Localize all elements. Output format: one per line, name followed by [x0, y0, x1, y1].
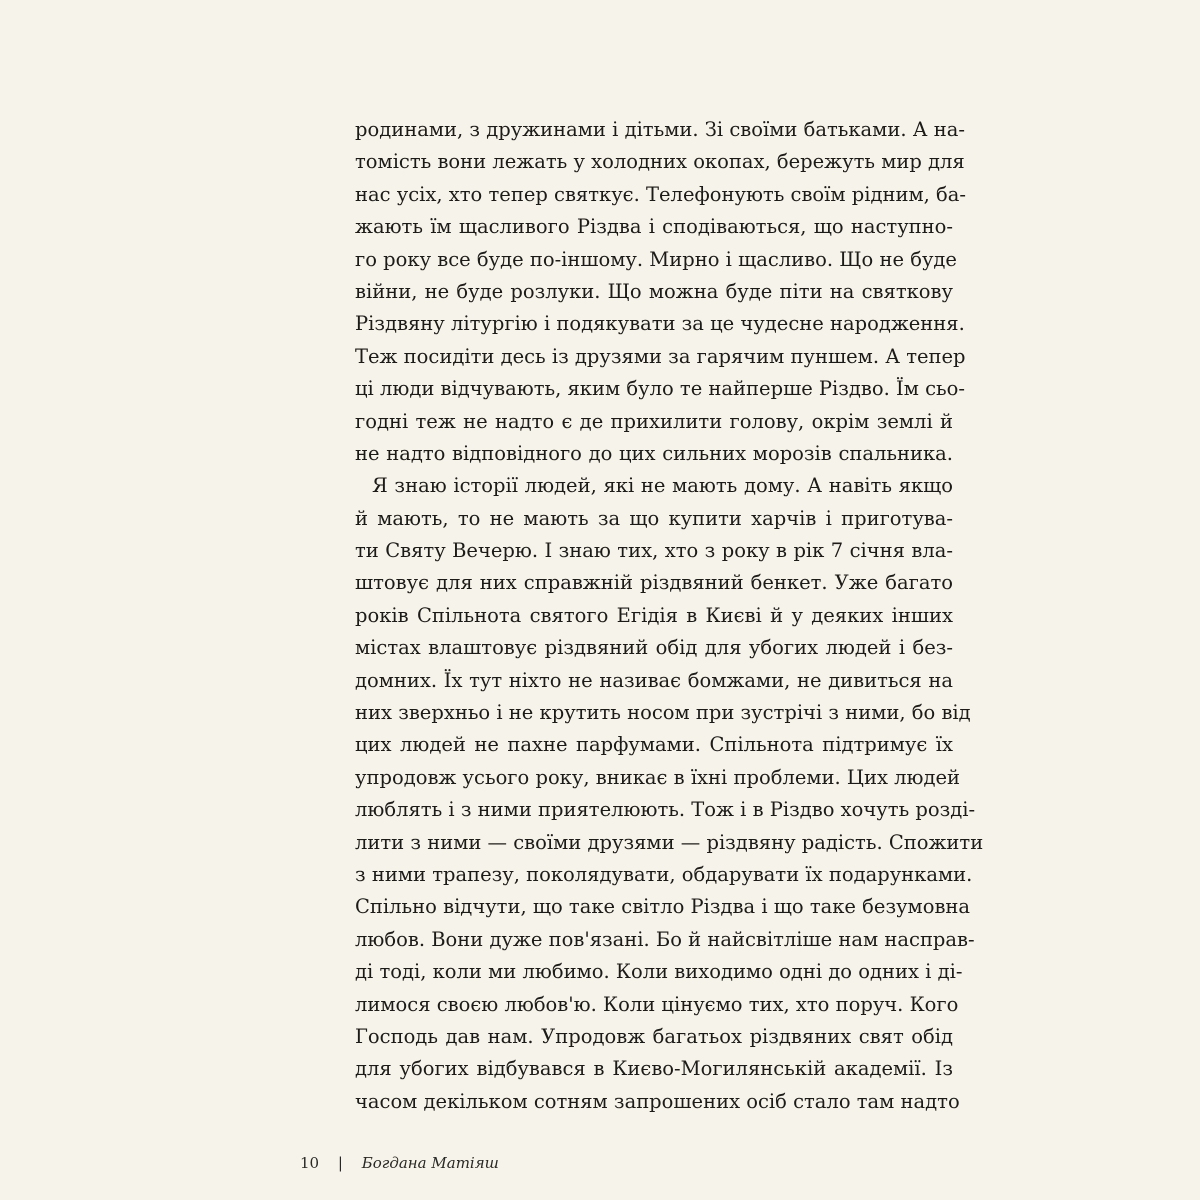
text-line: томість вони лежать у холодних окопах, бережуть мир для — [355, 150, 965, 174]
text-line: ти Святу Вечерю. І знаю тих, хто з року в рік 7 січня вла- — [355, 539, 953, 563]
text-line: ді тоді, коли ми любимо. Коли виходимо одні до одних і ді- — [355, 960, 963, 984]
text-line: не надто відповідного до цих сильних морозів спальника. — [355, 441, 953, 465]
text-line: домних. Їх тут ніхто не називає бомжами, не дивиться на — [355, 668, 953, 692]
text-line: Господь дав нам. Упродовж багатьох різдвяних свят обід — [355, 1024, 953, 1048]
text-line: нас усіх, хто тепер святкує. Телефонують своїм рідним, ба- — [355, 182, 967, 206]
text-line: з ними трапезу, поколядувати, обдарувати їх подарунками. — [355, 862, 973, 886]
footer-separator: | — [337, 1154, 343, 1172]
text-line: родинами, з дружинами і дітьми. Зі своїми батьками. А на- — [355, 118, 965, 141]
text-line: лимося своєю любов'ю. Коли цінуємо тих, хто поруч. Кого — [355, 992, 959, 1016]
text-line: часом декільком сотням запрошених осіб стало там надто — [355, 1089, 960, 1113]
page-footer — [300, 1154, 513, 1172]
text-line: й мають, то не мають за що купити харчів і приготува- — [355, 506, 953, 530]
text-line: Різдвяну літургію і подякувати за це чудесне народження. — [355, 312, 965, 336]
text-line: Спільно відчути, що таке світло Різдва і що таке безумовна — [355, 895, 971, 919]
text-line: любов. Вони дуже пов'язані. Бо й найсвітліше нам насправ- — [355, 927, 975, 951]
text-line: штовує для них справжній різдвяний бенкет. Уже багато — [355, 571, 953, 595]
text-line: цих людей не пахне парфумами. Спільнота підтримує їх — [355, 733, 953, 757]
text-line: них зверхньо і не крутить носом при зустрічі з ними, бо від — [355, 701, 971, 725]
text-line: містах влаштовує різдвяний обід для убогих людей і без- — [355, 636, 953, 660]
text-line: років Спільнота святого Егідія в Києві й у деяких інших — [355, 603, 953, 627]
text-line: для убогих відбувався в Києво-Могилянській академії. Із — [355, 1057, 953, 1081]
text-line: люблять і з ними приятелюють. Тож і в Різдво хочуть розді- — [355, 798, 976, 822]
text-line: жають їм щасливого Різдва і сподіваються, що наступно- — [355, 215, 953, 239]
text-line: Теж посидіти десь із друзями за гарячим пуншем. А тепер — [355, 344, 966, 368]
body-text — [355, 114, 984, 1118]
author-name: Богдана Матіяш — [361, 1154, 499, 1172]
text-line: Я знаю історії людей, які не мають дому. А навіть якщо — [372, 474, 953, 498]
text-line: го року все буде по-іншому. Мирно і щасливо. Що не буде — [355, 247, 957, 271]
page-number: 10 — [300, 1154, 320, 1172]
text-line: лити з ними — своїми друзями — різдвяну радість. Спожити — [355, 830, 984, 854]
text-line: війни, не буде розлуки. Що можна буде піти на святкову — [355, 279, 953, 303]
text-line: упродовж усього року, вникає в їхні проблеми. Цих людей — [355, 765, 961, 789]
text-line: годні теж не надто є де прихилити голову, окрім землі й — [355, 409, 953, 433]
text-line: ці люди відчувають, яким було те найперше Різдво. Їм сьо- — [355, 377, 965, 401]
